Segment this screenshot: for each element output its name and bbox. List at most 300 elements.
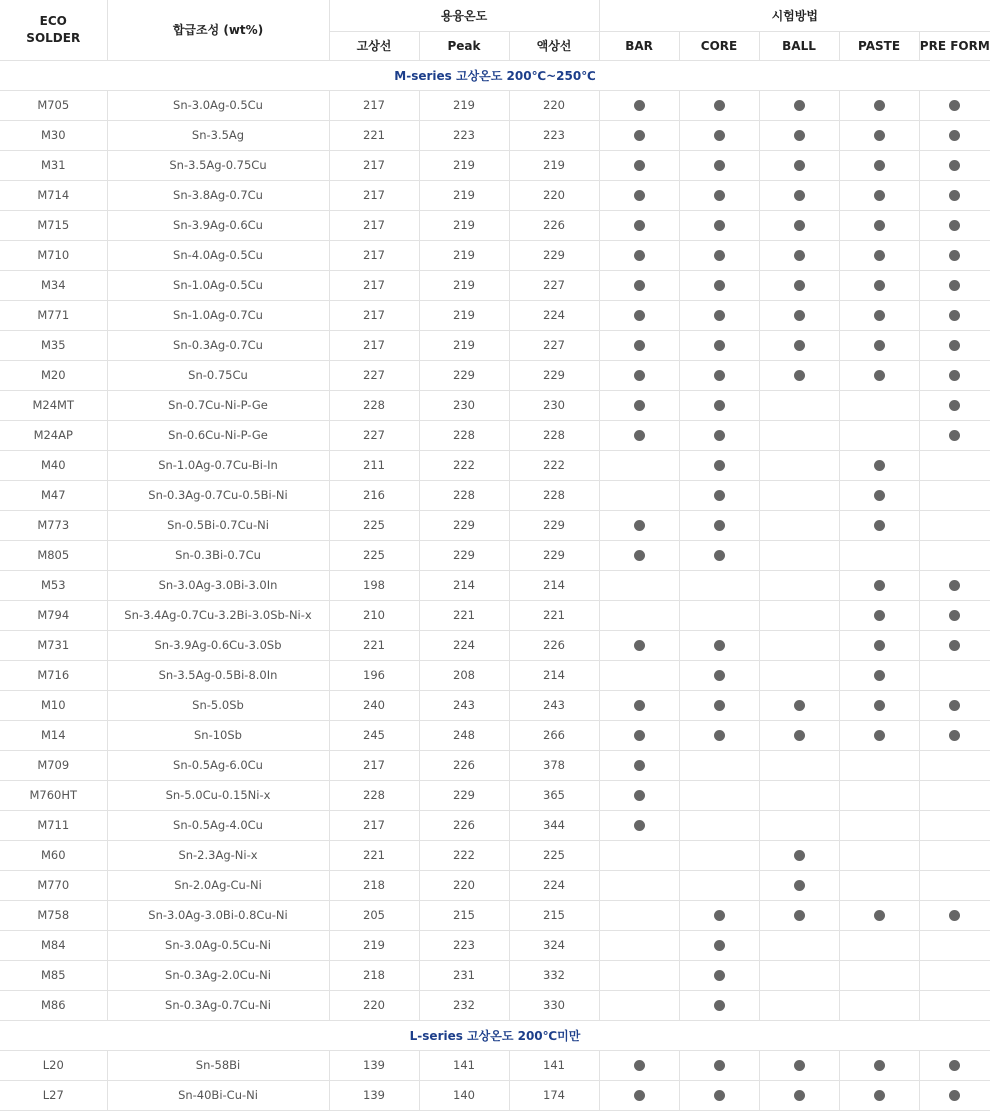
method-cell-core xyxy=(679,210,759,240)
method-cell-paste xyxy=(839,90,919,120)
solder-code: M40 xyxy=(0,450,107,480)
table-row xyxy=(0,240,990,270)
method-cell-paste xyxy=(839,810,919,840)
peak-temp: 230 xyxy=(419,390,509,420)
filled-circle-icon xyxy=(634,1060,645,1071)
method-cell-core xyxy=(679,360,759,390)
filled-circle-icon xyxy=(874,910,885,921)
table-row xyxy=(0,450,990,480)
method-cell-bar xyxy=(599,630,679,660)
method-cell-bar xyxy=(599,570,679,600)
method-cell-preform xyxy=(919,660,990,690)
table-row xyxy=(0,750,990,780)
solder-code: M14 xyxy=(0,720,107,750)
method-cell-bar xyxy=(599,1080,679,1110)
filled-circle-icon xyxy=(949,370,960,381)
method-cell-ball xyxy=(759,750,839,780)
series-header-row xyxy=(0,60,990,90)
table-row xyxy=(0,90,990,120)
liquidus-temp: 220 xyxy=(509,180,599,210)
solidus-temp: 216 xyxy=(329,480,419,510)
liquidus-temp: 141 xyxy=(509,1050,599,1080)
method-cell-bar xyxy=(599,210,679,240)
table-row xyxy=(0,660,990,690)
solder-code: M710 xyxy=(0,240,107,270)
method-cell-paste xyxy=(839,330,919,360)
filled-circle-icon xyxy=(634,730,645,741)
filled-circle-icon xyxy=(634,310,645,321)
alloy-composition: Sn-3.0Ag-3.0Bi-3.0In xyxy=(107,570,329,600)
solidus-temp: 221 xyxy=(329,120,419,150)
liquidus-temp: 324 xyxy=(509,930,599,960)
solder-code: M760HT xyxy=(0,780,107,810)
solidus-temp: 217 xyxy=(329,300,419,330)
method-cell-core xyxy=(679,150,759,180)
method-cell-core xyxy=(679,240,759,270)
eco-solder-header: ECO SOLDER xyxy=(0,0,107,60)
solidus-temp: 217 xyxy=(329,150,419,180)
method-cell-paste xyxy=(839,720,919,750)
solder-code: M24MT xyxy=(0,390,107,420)
alloy-composition: Sn-5.0Sb xyxy=(107,690,329,720)
table-row xyxy=(0,690,990,720)
method-cell-preform xyxy=(919,240,990,270)
table-row xyxy=(0,1080,990,1110)
solidus-temp: 227 xyxy=(329,360,419,390)
peak-temp: 220 xyxy=(419,870,509,900)
table-row xyxy=(0,480,990,510)
peak-temp: 224 xyxy=(419,630,509,660)
alloy-composition: Sn-0.3Ag-0.7Cu xyxy=(107,330,329,360)
table-row xyxy=(0,300,990,330)
alloy-composition: Sn-4.0Ag-0.5Cu xyxy=(107,240,329,270)
method-cell-core xyxy=(679,570,759,600)
table-row xyxy=(0,360,990,390)
alloy-composition: Sn-5.0Cu-0.15Ni-x xyxy=(107,780,329,810)
method-header-preform: PRE FORM xyxy=(919,31,990,60)
solidus-temp: 217 xyxy=(329,180,419,210)
method-cell-paste xyxy=(839,180,919,210)
liquidus-temp: 228 xyxy=(509,420,599,450)
solder-code: M731 xyxy=(0,630,107,660)
peak-temp: 222 xyxy=(419,450,509,480)
alloy-composition-header: 합급조성 (wt%) xyxy=(107,0,329,60)
filled-circle-icon xyxy=(874,280,885,291)
filled-circle-icon xyxy=(634,760,645,771)
filled-circle-icon xyxy=(714,670,725,681)
alloy-composition: Sn-1.0Ag-0.7Cu xyxy=(107,300,329,330)
liquidus-temp: 228 xyxy=(509,480,599,510)
peak-temp: 140 xyxy=(419,1080,509,1110)
method-cell-bar xyxy=(599,330,679,360)
filled-circle-icon xyxy=(874,700,885,711)
test-method-header: 시험방법 xyxy=(599,0,990,31)
solidus-header: 고상선 xyxy=(329,31,419,60)
method-cell-core xyxy=(679,690,759,720)
method-cell-preform xyxy=(919,510,990,540)
filled-circle-icon xyxy=(874,1090,885,1101)
filled-circle-icon xyxy=(794,370,805,381)
filled-circle-icon xyxy=(714,1000,725,1011)
solder-code: M716 xyxy=(0,660,107,690)
solder-code: M24AP xyxy=(0,420,107,450)
solder-code: M60 xyxy=(0,840,107,870)
alloy-composition: Sn-0.75Cu xyxy=(107,360,329,390)
table-row xyxy=(0,720,990,750)
method-cell-ball xyxy=(759,900,839,930)
filled-circle-icon xyxy=(949,430,960,441)
filled-circle-icon xyxy=(714,310,725,321)
alloy-composition: Sn-0.5Ag-6.0Cu xyxy=(107,750,329,780)
peak-header: Peak xyxy=(419,31,509,60)
solder-code: M20 xyxy=(0,360,107,390)
table-row xyxy=(0,870,990,900)
method-cell-ball xyxy=(759,240,839,270)
method-cell-paste xyxy=(839,300,919,330)
filled-circle-icon xyxy=(949,220,960,231)
method-cell-preform xyxy=(919,1080,990,1110)
alloy-composition: Sn-10Sb xyxy=(107,720,329,750)
peak-temp: 219 xyxy=(419,300,509,330)
method-cell-bar xyxy=(599,300,679,330)
method-cell-paste xyxy=(839,120,919,150)
filled-circle-icon xyxy=(714,340,725,351)
method-cell-paste xyxy=(839,990,919,1020)
method-header-paste: PASTE xyxy=(839,31,919,60)
filled-circle-icon xyxy=(714,190,725,201)
method-cell-bar xyxy=(599,660,679,690)
filled-circle-icon xyxy=(794,340,805,351)
method-cell-ball xyxy=(759,630,839,660)
filled-circle-icon xyxy=(874,220,885,231)
method-cell-ball xyxy=(759,150,839,180)
filled-circle-icon xyxy=(794,310,805,321)
method-cell-bar xyxy=(599,150,679,180)
solder-code: M714 xyxy=(0,180,107,210)
solder-code: M34 xyxy=(0,270,107,300)
method-cell-paste xyxy=(839,780,919,810)
method-cell-bar xyxy=(599,960,679,990)
filled-circle-icon xyxy=(634,280,645,291)
table-row xyxy=(0,1050,990,1080)
liquidus-temp: 214 xyxy=(509,570,599,600)
method-header-core: CORE xyxy=(679,31,759,60)
method-cell-bar xyxy=(599,90,679,120)
peak-temp: 229 xyxy=(419,510,509,540)
table-row xyxy=(0,120,990,150)
filled-circle-icon xyxy=(874,250,885,261)
alloy-composition: Sn-3.9Ag-0.6Cu-3.0Sb xyxy=(107,630,329,660)
method-cell-preform xyxy=(919,750,990,780)
method-cell-preform xyxy=(919,870,990,900)
solidus-temp: 217 xyxy=(329,240,419,270)
liquidus-temp: 227 xyxy=(509,270,599,300)
method-cell-paste xyxy=(839,1080,919,1110)
method-cell-bar xyxy=(599,780,679,810)
peak-temp: 228 xyxy=(419,480,509,510)
method-cell-core xyxy=(679,780,759,810)
filled-circle-icon xyxy=(714,130,725,141)
method-cell-paste xyxy=(839,360,919,390)
method-cell-core xyxy=(679,390,759,420)
filled-circle-icon xyxy=(634,190,645,201)
solidus-temp: 196 xyxy=(329,660,419,690)
filled-circle-icon xyxy=(949,610,960,621)
method-cell-core xyxy=(679,330,759,360)
method-cell-core xyxy=(679,720,759,750)
solidus-temp: 218 xyxy=(329,960,419,990)
liquidus-temp: 222 xyxy=(509,450,599,480)
liquidus-temp: 219 xyxy=(509,150,599,180)
melting-temperature-header: 용융온도 xyxy=(329,0,599,31)
filled-circle-icon xyxy=(794,910,805,921)
method-cell-paste xyxy=(839,390,919,420)
method-cell-paste xyxy=(839,150,919,180)
method-cell-preform xyxy=(919,180,990,210)
method-cell-paste xyxy=(839,450,919,480)
method-cell-preform xyxy=(919,720,990,750)
method-cell-paste xyxy=(839,870,919,900)
filled-circle-icon xyxy=(874,160,885,171)
method-cell-preform xyxy=(919,420,990,450)
table-row xyxy=(0,540,990,570)
filled-circle-icon xyxy=(949,160,960,171)
filled-circle-icon xyxy=(634,550,645,561)
table-row xyxy=(0,150,990,180)
method-cell-ball xyxy=(759,540,839,570)
solidus-temp: 217 xyxy=(329,750,419,780)
method-cell-ball xyxy=(759,420,839,450)
series-header-row xyxy=(0,1020,990,1050)
peak-temp: 231 xyxy=(419,960,509,990)
method-cell-core xyxy=(679,960,759,990)
filled-circle-icon xyxy=(794,1090,805,1101)
filled-circle-icon xyxy=(794,250,805,261)
method-cell-ball xyxy=(759,690,839,720)
method-cell-paste xyxy=(839,510,919,540)
series-title: L-series 고상온도 200℃미만 xyxy=(0,1020,990,1050)
alloy-composition: Sn-0.3Ag-0.7Cu-Ni xyxy=(107,990,329,1020)
method-cell-core xyxy=(679,870,759,900)
filled-circle-icon xyxy=(714,550,725,561)
solder-code: M84 xyxy=(0,930,107,960)
filled-circle-icon xyxy=(634,160,645,171)
table-row xyxy=(0,600,990,630)
solidus-temp: 227 xyxy=(329,420,419,450)
method-header-bar: BAR xyxy=(599,31,679,60)
solder-code: M758 xyxy=(0,900,107,930)
filled-circle-icon xyxy=(714,460,725,471)
liquidus-temp: 174 xyxy=(509,1080,599,1110)
liquidus-temp: 224 xyxy=(509,300,599,330)
method-cell-paste xyxy=(839,630,919,660)
liquidus-temp: 243 xyxy=(509,690,599,720)
filled-circle-icon xyxy=(714,400,725,411)
peak-temp: 219 xyxy=(419,90,509,120)
filled-circle-icon xyxy=(634,130,645,141)
method-cell-bar xyxy=(599,750,679,780)
filled-circle-icon xyxy=(949,580,960,591)
solidus-temp: 228 xyxy=(329,780,419,810)
filled-circle-icon xyxy=(794,130,805,141)
filled-circle-icon xyxy=(714,430,725,441)
filled-circle-icon xyxy=(714,490,725,501)
method-cell-preform xyxy=(919,990,990,1020)
table-row xyxy=(0,840,990,870)
filled-circle-icon xyxy=(714,160,725,171)
solder-code: M794 xyxy=(0,600,107,630)
peak-temp: 141 xyxy=(419,1050,509,1080)
method-cell-core xyxy=(679,810,759,840)
method-cell-bar xyxy=(599,870,679,900)
filled-circle-icon xyxy=(714,1060,725,1071)
method-cell-bar xyxy=(599,900,679,930)
table-row xyxy=(0,930,990,960)
solder-code: M805 xyxy=(0,540,107,570)
method-cell-ball xyxy=(759,330,839,360)
peak-temp: 232 xyxy=(419,990,509,1020)
peak-temp: 229 xyxy=(419,360,509,390)
filled-circle-icon xyxy=(874,730,885,741)
liquidus-temp: 226 xyxy=(509,630,599,660)
filled-circle-icon xyxy=(794,850,805,861)
method-cell-ball xyxy=(759,480,839,510)
liquidus-temp: 226 xyxy=(509,210,599,240)
method-cell-paste xyxy=(839,270,919,300)
alloy-composition: Sn-0.6Cu-Ni-P-Ge xyxy=(107,420,329,450)
peak-temp: 219 xyxy=(419,330,509,360)
method-cell-preform xyxy=(919,270,990,300)
filled-circle-icon xyxy=(949,700,960,711)
method-cell-core xyxy=(679,630,759,660)
alloy-composition: Sn-0.5Bi-0.7Cu-Ni xyxy=(107,510,329,540)
liquidus-temp: 229 xyxy=(509,240,599,270)
method-cell-preform xyxy=(919,390,990,420)
alloy-composition: Sn-0.7Cu-Ni-P-Ge xyxy=(107,390,329,420)
method-cell-core xyxy=(679,600,759,630)
method-cell-ball xyxy=(759,1050,839,1080)
method-cell-preform xyxy=(919,960,990,990)
solidus-temp: 218 xyxy=(329,870,419,900)
table-header xyxy=(0,0,990,60)
method-cell-ball xyxy=(759,810,839,840)
filled-circle-icon xyxy=(634,430,645,441)
filled-circle-icon xyxy=(634,100,645,111)
method-cell-ball xyxy=(759,840,839,870)
filled-circle-icon xyxy=(714,700,725,711)
alloy-composition: Sn-1.0Ag-0.7Cu-Bi-In xyxy=(107,450,329,480)
filled-circle-icon xyxy=(949,280,960,291)
method-cell-core xyxy=(679,480,759,510)
table-row xyxy=(0,330,990,360)
table-row xyxy=(0,780,990,810)
method-cell-bar xyxy=(599,240,679,270)
filled-circle-icon xyxy=(714,730,725,741)
method-cell-preform xyxy=(919,570,990,600)
method-cell-preform xyxy=(919,450,990,480)
filled-circle-icon xyxy=(714,520,725,531)
alloy-composition: Sn-0.5Ag-4.0Cu xyxy=(107,810,329,840)
solder-code: M31 xyxy=(0,150,107,180)
table-row xyxy=(0,390,990,420)
solder-code: M10 xyxy=(0,690,107,720)
liquidus-temp: 229 xyxy=(509,360,599,390)
filled-circle-icon xyxy=(794,160,805,171)
method-cell-ball xyxy=(759,450,839,480)
filled-circle-icon xyxy=(714,250,725,261)
peak-temp: 219 xyxy=(419,270,509,300)
filled-circle-icon xyxy=(714,940,725,951)
filled-circle-icon xyxy=(874,580,885,591)
method-cell-paste xyxy=(839,690,919,720)
filled-circle-icon xyxy=(714,100,725,111)
method-cell-ball xyxy=(759,930,839,960)
method-cell-ball xyxy=(759,870,839,900)
method-cell-bar xyxy=(599,840,679,870)
method-cell-preform xyxy=(919,120,990,150)
solidus-temp: 217 xyxy=(329,210,419,240)
filled-circle-icon xyxy=(874,460,885,471)
solidus-temp: 245 xyxy=(329,720,419,750)
peak-temp: 214 xyxy=(419,570,509,600)
solder-code: L20 xyxy=(0,1050,107,1080)
method-cell-core xyxy=(679,300,759,330)
method-cell-ball xyxy=(759,210,839,240)
method-cell-preform xyxy=(919,900,990,930)
method-cell-core xyxy=(679,1080,759,1110)
method-cell-core xyxy=(679,900,759,930)
alloy-composition: Sn-3.0Ag-0.5Cu xyxy=(107,90,329,120)
filled-circle-icon xyxy=(794,100,805,111)
solidus-temp: 217 xyxy=(329,330,419,360)
solidus-temp: 240 xyxy=(329,690,419,720)
table-row xyxy=(0,420,990,450)
method-cell-ball xyxy=(759,1080,839,1110)
filled-circle-icon xyxy=(949,130,960,141)
filled-circle-icon xyxy=(949,640,960,651)
solidus-temp: 221 xyxy=(329,630,419,660)
method-cell-paste xyxy=(839,1050,919,1080)
solder-code: M35 xyxy=(0,330,107,360)
method-cell-preform xyxy=(919,780,990,810)
method-cell-preform xyxy=(919,300,990,330)
method-cell-core xyxy=(679,510,759,540)
method-cell-bar xyxy=(599,600,679,630)
solder-code: M709 xyxy=(0,750,107,780)
liquidus-temp: 227 xyxy=(509,330,599,360)
filled-circle-icon xyxy=(874,670,885,681)
method-cell-bar xyxy=(599,1050,679,1080)
method-cell-bar xyxy=(599,810,679,840)
peak-temp: 219 xyxy=(419,150,509,180)
method-cell-bar xyxy=(599,720,679,750)
method-cell-paste xyxy=(839,540,919,570)
solidus-temp: 228 xyxy=(329,390,419,420)
solidus-temp: 217 xyxy=(329,90,419,120)
filled-circle-icon xyxy=(874,370,885,381)
filled-circle-icon xyxy=(794,1060,805,1071)
filled-circle-icon xyxy=(714,1090,725,1101)
peak-temp: 219 xyxy=(419,210,509,240)
alloy-composition: Sn-0.3Bi-0.7Cu xyxy=(107,540,329,570)
liquidus-temp: 332 xyxy=(509,960,599,990)
method-cell-paste xyxy=(839,900,919,930)
peak-temp: 222 xyxy=(419,840,509,870)
alloy-composition: Sn-3.9Ag-0.6Cu xyxy=(107,210,329,240)
solder-code: M705 xyxy=(0,90,107,120)
method-cell-paste xyxy=(839,420,919,450)
method-cell-core xyxy=(679,840,759,870)
